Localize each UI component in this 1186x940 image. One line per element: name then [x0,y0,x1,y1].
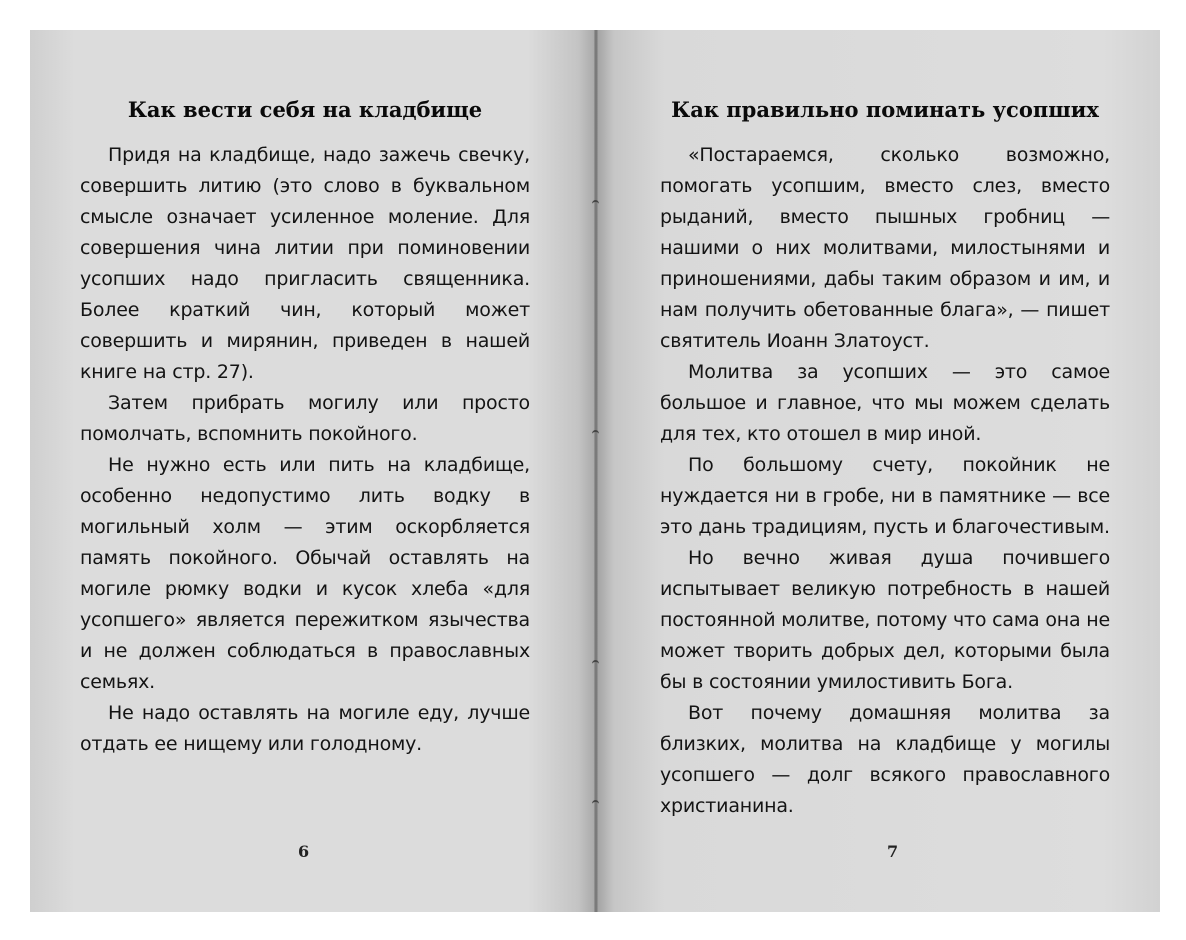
left-page-heading: Как вести себя на кладбище [127,97,483,122]
right-page-body [660,140,1110,822]
binding-stitch [592,430,599,438]
paragraph: «Постараемся, сколько возможно, помогать усопшим, вместо слез, вместо рыданий, вместо пышных гробниц — нашими о них молитвами, милостынями и приношениями, дабы таким образом и им, и нам получить обетованные блага», — пишет святитель Иоанн Златоуст. [660,144,1110,352]
left-page-number: 6 [298,842,310,861]
paragraph: Не надо оставлять на могиле еду, лучше отдать ее нищему или голодному. [80,702,530,755]
right-page-number: 7 [887,842,899,861]
paragraph: Не нужно есть или пить на кладбище, особенно недопустимо лить водку в могильный холм — этим оскорбляется память покойного. Обычай оставлять на могиле рюмку водки и кусок хлеба «для усопшего» является пережитком язычества и не должен соблюдаться в православных семьях. [80,454,530,693]
book-gutter [594,30,598,912]
paragraph: Но вечно живая душа почившего испытывает великую потребность в нашей постоянной молитве, потому что сама она не может творить добрых дел, которыми была бы в состоянии умилостивить Бога. [660,547,1110,693]
paragraph: Затем прибрать могилу или просто помолчать, вспомнить покойного. [80,392,530,445]
left-page-content [80,96,530,760]
paragraph: Молитва за усопших — это самое большое и главное, что мы можем сделать для тех, кто отошел в мир иной. [660,361,1110,445]
binding-stitch [592,800,599,808]
right-page-content [660,96,1110,822]
paragraph: Придя на кладбище, надо зажечь свечку, совершить литию (это слово в буквальном смысле означает усиленное моление. Для совершения чина литии при поминовении усопших надо пригласить священника. Более краткий чин, который может совершить и мирянин, приведен в нашей книге на стр. 27). [80,144,530,383]
binding-stitch [592,660,599,668]
paragraph: По большому счету, покойник не нуждается ни в гробе, ни в памятнике — все это дань традициям, пусть и благочестивым. [660,454,1110,538]
left-page-body [80,140,530,760]
right-page-heading: Как правильно поминать усопших [671,97,1099,122]
binding-stitch [592,200,599,208]
paragraph: Вот почему домашняя молитва за близких, молитва на кладбище у могилы усопшего — долг всякого православного христианина. [660,702,1110,817]
